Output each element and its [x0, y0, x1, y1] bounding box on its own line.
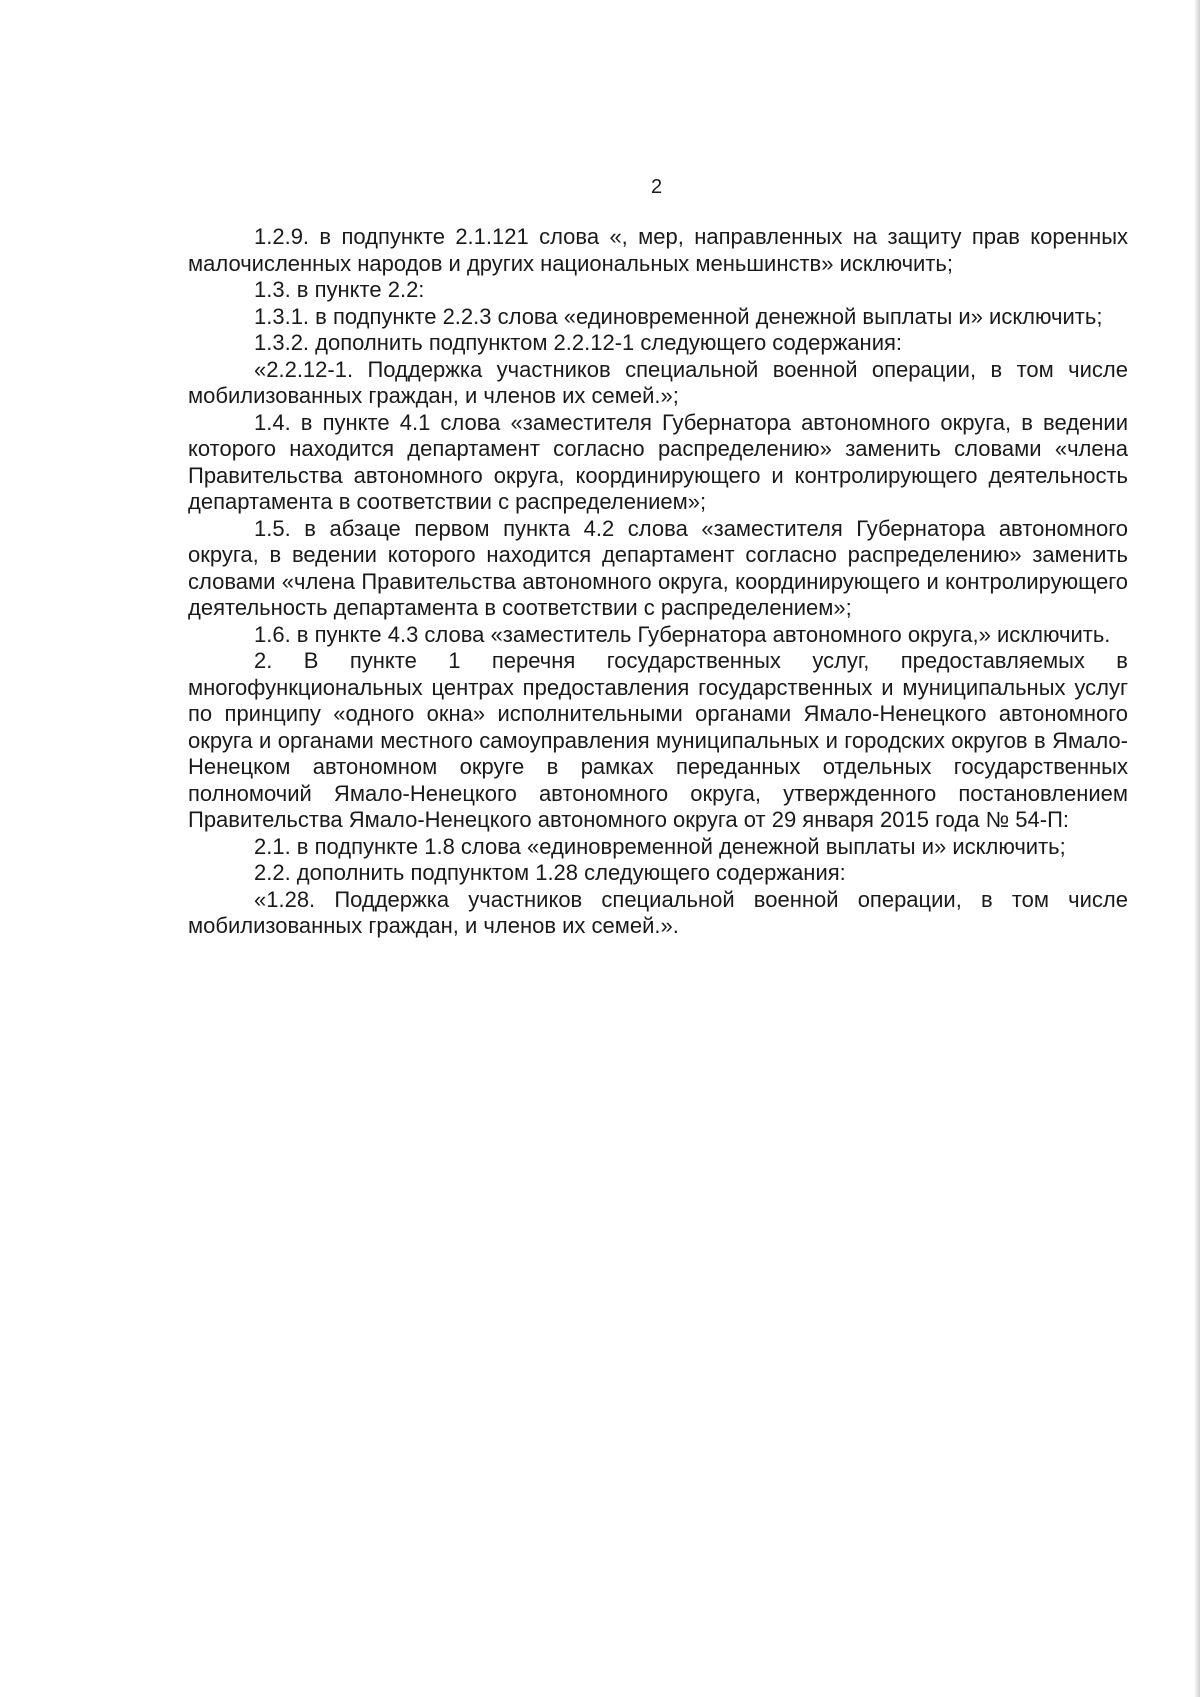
paragraph-1-2-9: 1.2.9. в подпункте 2.1.121 слова «, мер, направленных на защиту прав коренных малочисленных народов и других национальных меньшинств» исключить; [188, 224, 1128, 276]
scan-edge-shadow [1194, 0, 1200, 1697]
paragraph-1-3-2: 1.3.2. дополнить подпунктом 2.2.12-1 следующего содержания: [254, 330, 903, 355]
paragraph-2-2-12-1-quote: «2.2.12-1. Поддержка участников специальной военной операции, в том числе мобилизованных граждан, и членов их семей.»; [188, 356, 1128, 408]
paragraph-1-4: 1.4. в пункте 4.1 слова «заместителя Губернатора автономного округа, в ведении которого находится департамент согласно распределению» заменить словами «члена Правительства автономного округа, координирующего и контролирующего деятельность департамента в соответствии с распределением»; [188, 409, 1128, 514]
paragraph-1-3: 1.3. в пункте 2.2: [254, 277, 425, 302]
page-number: 2 [650, 176, 663, 198]
document-body [188, 224, 1128, 940]
paragraph-1-6: 1.6. в пункте 4.3 слова «заместитель Губернатора автономного округа,» исключить. [254, 621, 1111, 647]
paragraph-2: 2. В пункте 1 перечня государственных услуг, предоставляемых в многофункциональных центрах предоставления государственных и муниципальных услуг по принципу «одного окна» исполнительными органами Ямало-Ненецкого автономного округа и органами местного самоуправления муниципальных и городских округов в Ямало-Ненецком автономном округе в рамках переданных отдельных государственных полномочий Ямало-Ненецкого автономного округа, утвержденного постановлением Правительства Ямало-Ненецкого автономного округа от 29 января 2015 года № 54-П: [188, 648, 1128, 832]
paragraph-1-28-quote: «1.28. Поддержка участников специальной военной операции, в том числе мобилизованных граждан, и членов их семей.». [188, 886, 1128, 938]
paragraph-1-5: 1.5. в абзаце первом пункта 4.2 слова «заместителя Губернатора автономного округа, в ведении которого находится департамент согласно распределению» заменить словами «члена Правительства автономного округа, координирующего и контролирующего деятельность департамента в соответствии с распределением»; [188, 515, 1128, 620]
paragraph-2-2: 2.2. дополнить подпунктом 1.28 следующего содержания: [254, 860, 846, 885]
paragraph-1-3-1: 1.3.1. в подпункте 2.2.3 слова «единовременной денежной выплаты и» исключить; [254, 303, 1103, 329]
paragraph-2-1: 2.1. в подпункте 1.8 слова «единовременной денежной выплаты и» исключить; [254, 833, 1066, 859]
